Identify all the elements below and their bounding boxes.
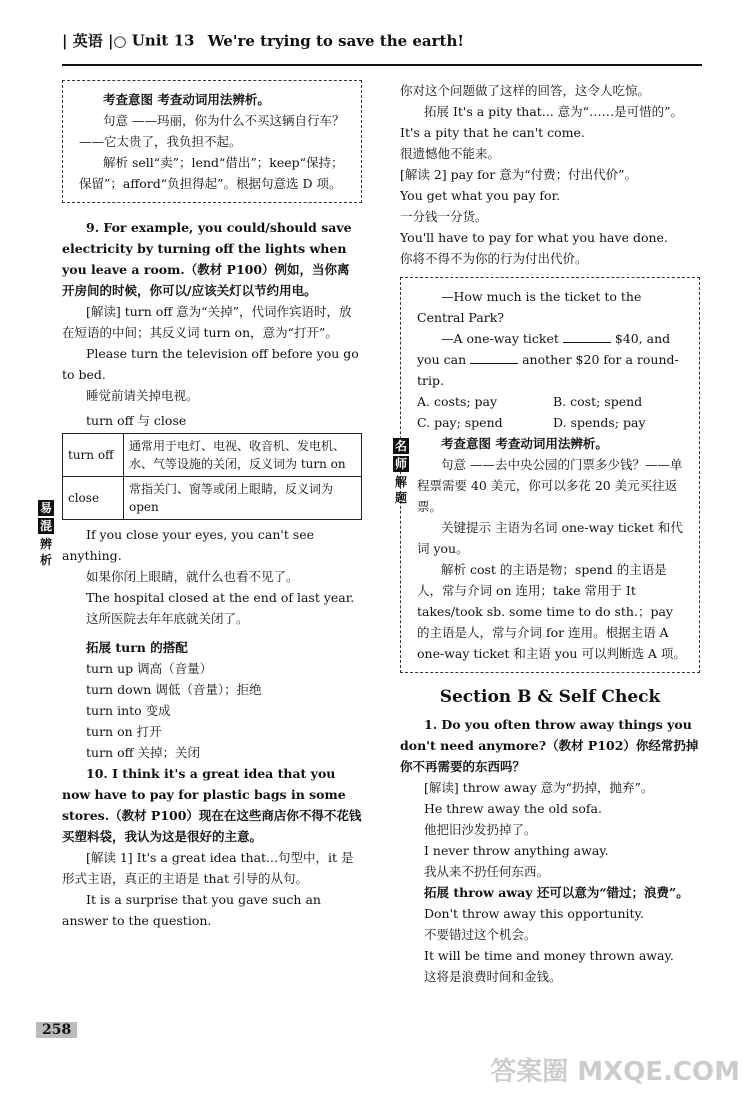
answer-blank xyxy=(470,363,518,364)
item-9-example-cn: 睡觉前请关掉电视。 xyxy=(86,388,199,403)
b-item-1-jiedu: [解读] throw away 意为“扔掉，抛弃”。 xyxy=(424,780,654,795)
compare-table xyxy=(62,433,362,520)
table-row: close 常指关门、窗等或闭上眼睛，反义词为 open xyxy=(63,477,362,520)
answer-blank xyxy=(563,342,611,343)
throwaway-example-4-cn: 这将是浪费时间和金钱。 xyxy=(424,969,562,984)
page-header: | 英语 |○ Unit 13 We're trying to save the earth! xyxy=(62,31,464,50)
payfor-example-2-cn: 你将不得不为你的行为付出代价。 xyxy=(400,251,588,266)
header-title: We're trying to save the earth! xyxy=(207,31,464,50)
solution-meaning: 句意 ——去中央公园的门票多少钱？——单程票需要 40 美元，你可以多花 20 美元买往返票。 xyxy=(417,457,683,514)
box-analysis: 解析 sell“卖”；lend“借出”；keep“保持；保留”；afford“负担得起”。根据句意选 D 项。 xyxy=(79,155,344,191)
item-10-example-cn: 你对这个问题做了这样的回答，这令人吃惊。 xyxy=(400,83,651,98)
solution-intent: 考查意图 考查动词用法辨析。 xyxy=(441,436,608,451)
item-9-jiedu: [解读] turn off 意为“关掉”，代词作宾语时，放在短语的中间；其反义词 turn on，意为“打开”。 xyxy=(62,304,352,340)
header-unit: Unit 13 xyxy=(131,31,195,50)
throwaway-tuozhan: 拓展 throw away 还可以意为“错过；浪费”。 xyxy=(424,885,689,900)
payfor-example-1: You get what you pay for. xyxy=(400,188,561,203)
tuozhan-pity: 拓展 It's a pity that... 意为“……是可惜的”。 xyxy=(424,104,683,119)
compare-title: turn off 与 close xyxy=(86,413,187,428)
solution-hint: 关键提示 主语为名词 one-way ticket 和代词 you。 xyxy=(417,520,683,556)
item-10-example: It is a surprise that you gave such an answer to the question. xyxy=(62,892,321,928)
compare-side-label: 易 混 辨析 xyxy=(39,501,52,567)
list-item: turn into 变成 xyxy=(86,703,171,718)
payfor-example-1-cn: 一分钱一分货。 xyxy=(400,209,488,224)
option-b: B. cost; spend xyxy=(553,394,643,409)
section-title: Section B & Self Check xyxy=(439,687,661,707)
question-line-1: —How much is the ticket to the Central Park? xyxy=(417,289,642,325)
watermark: 答案圈 MXQE.COM xyxy=(490,1057,740,1087)
turn-collocations xyxy=(62,637,362,763)
throwaway-example-2: I never throw anything away. xyxy=(424,843,609,858)
throwaway-example-3: Don't throw away this opportunity. xyxy=(424,906,644,921)
b-item-1-title: 1. Do you often throw away things you don't need anymore?（教材 P102）你经常扔掉你不再需要的东西吗？ xyxy=(400,717,699,774)
box-meaning: 句意 ——玛丽，你为什么不买这辆自行车？——它太贵了，我负担不起。 xyxy=(79,113,345,149)
compare-example-2: The hospital closed at the end of last year. xyxy=(86,590,355,605)
throwaway-example-3-cn: 不要错过这个机会。 xyxy=(424,927,537,942)
payfor-example-2: You'll have to pay for what you have done. xyxy=(400,230,668,245)
option-d: D. spends; pay xyxy=(553,415,646,430)
teacher-solution-box xyxy=(394,277,700,673)
option-a: A. costs; pay xyxy=(417,394,498,409)
compare-example-2-cn: 这所医院去年年底就关闭了。 xyxy=(86,611,249,626)
item-10-title: 10. I think it's a great idea that you now have to pay for plastic bags in some stores.（教材 P100）现在在这些商店你不得不花钱买塑料袋，我认为这是很好的主意。 xyxy=(62,766,362,844)
list-item: turn up 调高（音量） xyxy=(86,661,213,676)
page-number: 258 xyxy=(36,1022,77,1038)
header-divider: | xyxy=(62,31,68,50)
header-rule xyxy=(62,64,702,66)
throwaway-example-1: He threw away the old sofa. xyxy=(424,801,602,816)
option-c: C. pay; spend xyxy=(417,415,503,430)
throwaway-example-1-cn: 他把旧沙发扔掉了。 xyxy=(424,822,537,837)
item-10-jiedu-2: [解读 2] pay for 意为“付费；付出代价”。 xyxy=(400,167,638,182)
list-item: turn down 调低（音量）；拒绝 xyxy=(86,682,262,697)
list-item: turn on 打开 xyxy=(86,724,162,739)
box-intent: 考查意图 考查动词用法辨析。 xyxy=(103,92,270,107)
compare-example-1-cn: 如果你闭上眼睛，就什么也看不见了。 xyxy=(86,569,299,584)
compare-section xyxy=(39,410,362,629)
item-9-title: 9. For example, you could/should save electricity by turning off the lights when you leave a room.（教材 P100）例如，当你离开房间的时候，你可以/应该关灯以节约用电。 xyxy=(62,220,352,298)
question-line-2: —A one-way ticket $40, and you can another $20 for a round-trip. xyxy=(417,331,679,388)
answer-box-8 xyxy=(62,80,362,203)
pity-example-cn: 很遗憾他不能来。 xyxy=(400,146,501,161)
options xyxy=(417,391,689,433)
header-subject: 英语 xyxy=(72,32,103,50)
tuozhan-title: 拓展 turn 的搭配 xyxy=(86,640,188,655)
teacher-side-label: 名 师 解题 xyxy=(394,439,407,505)
table-row: turn off 通常用于电灯、电视、收音机、发电机、水、气等设施的关闭，反义词为 turn on xyxy=(63,434,362,477)
item-9-example: Please turn the television off before you go to bed. xyxy=(62,346,359,382)
solution-analysis: 解析 cost 的主语是物；spend 的主语是人，常与介词 on 连用；take 常用于 It takes/took sb. some time to do sth.；pay 的主语是人，常与介词 for 连用。根据主语 A one-way ticket 和主语 you 可以判断选 A 项。 xyxy=(417,562,686,661)
compare-example-1: If you close your eyes, you can't see anything. xyxy=(62,527,315,563)
item-10-jiedu: [解读 1] It's a great idea that...句型中，it 是形式主语，真正的主语是 that 引导的从句。 xyxy=(62,850,354,886)
throwaway-example-4: It will be time and money thrown away. xyxy=(424,948,674,963)
throwaway-example-2-cn: 我从来不扔任何东西。 xyxy=(424,864,550,879)
left-column xyxy=(39,80,362,931)
right-column xyxy=(394,80,700,987)
pity-example: It's a pity that he can't come. xyxy=(400,125,585,140)
list-item: turn off 关掉；关闭 xyxy=(86,745,200,760)
